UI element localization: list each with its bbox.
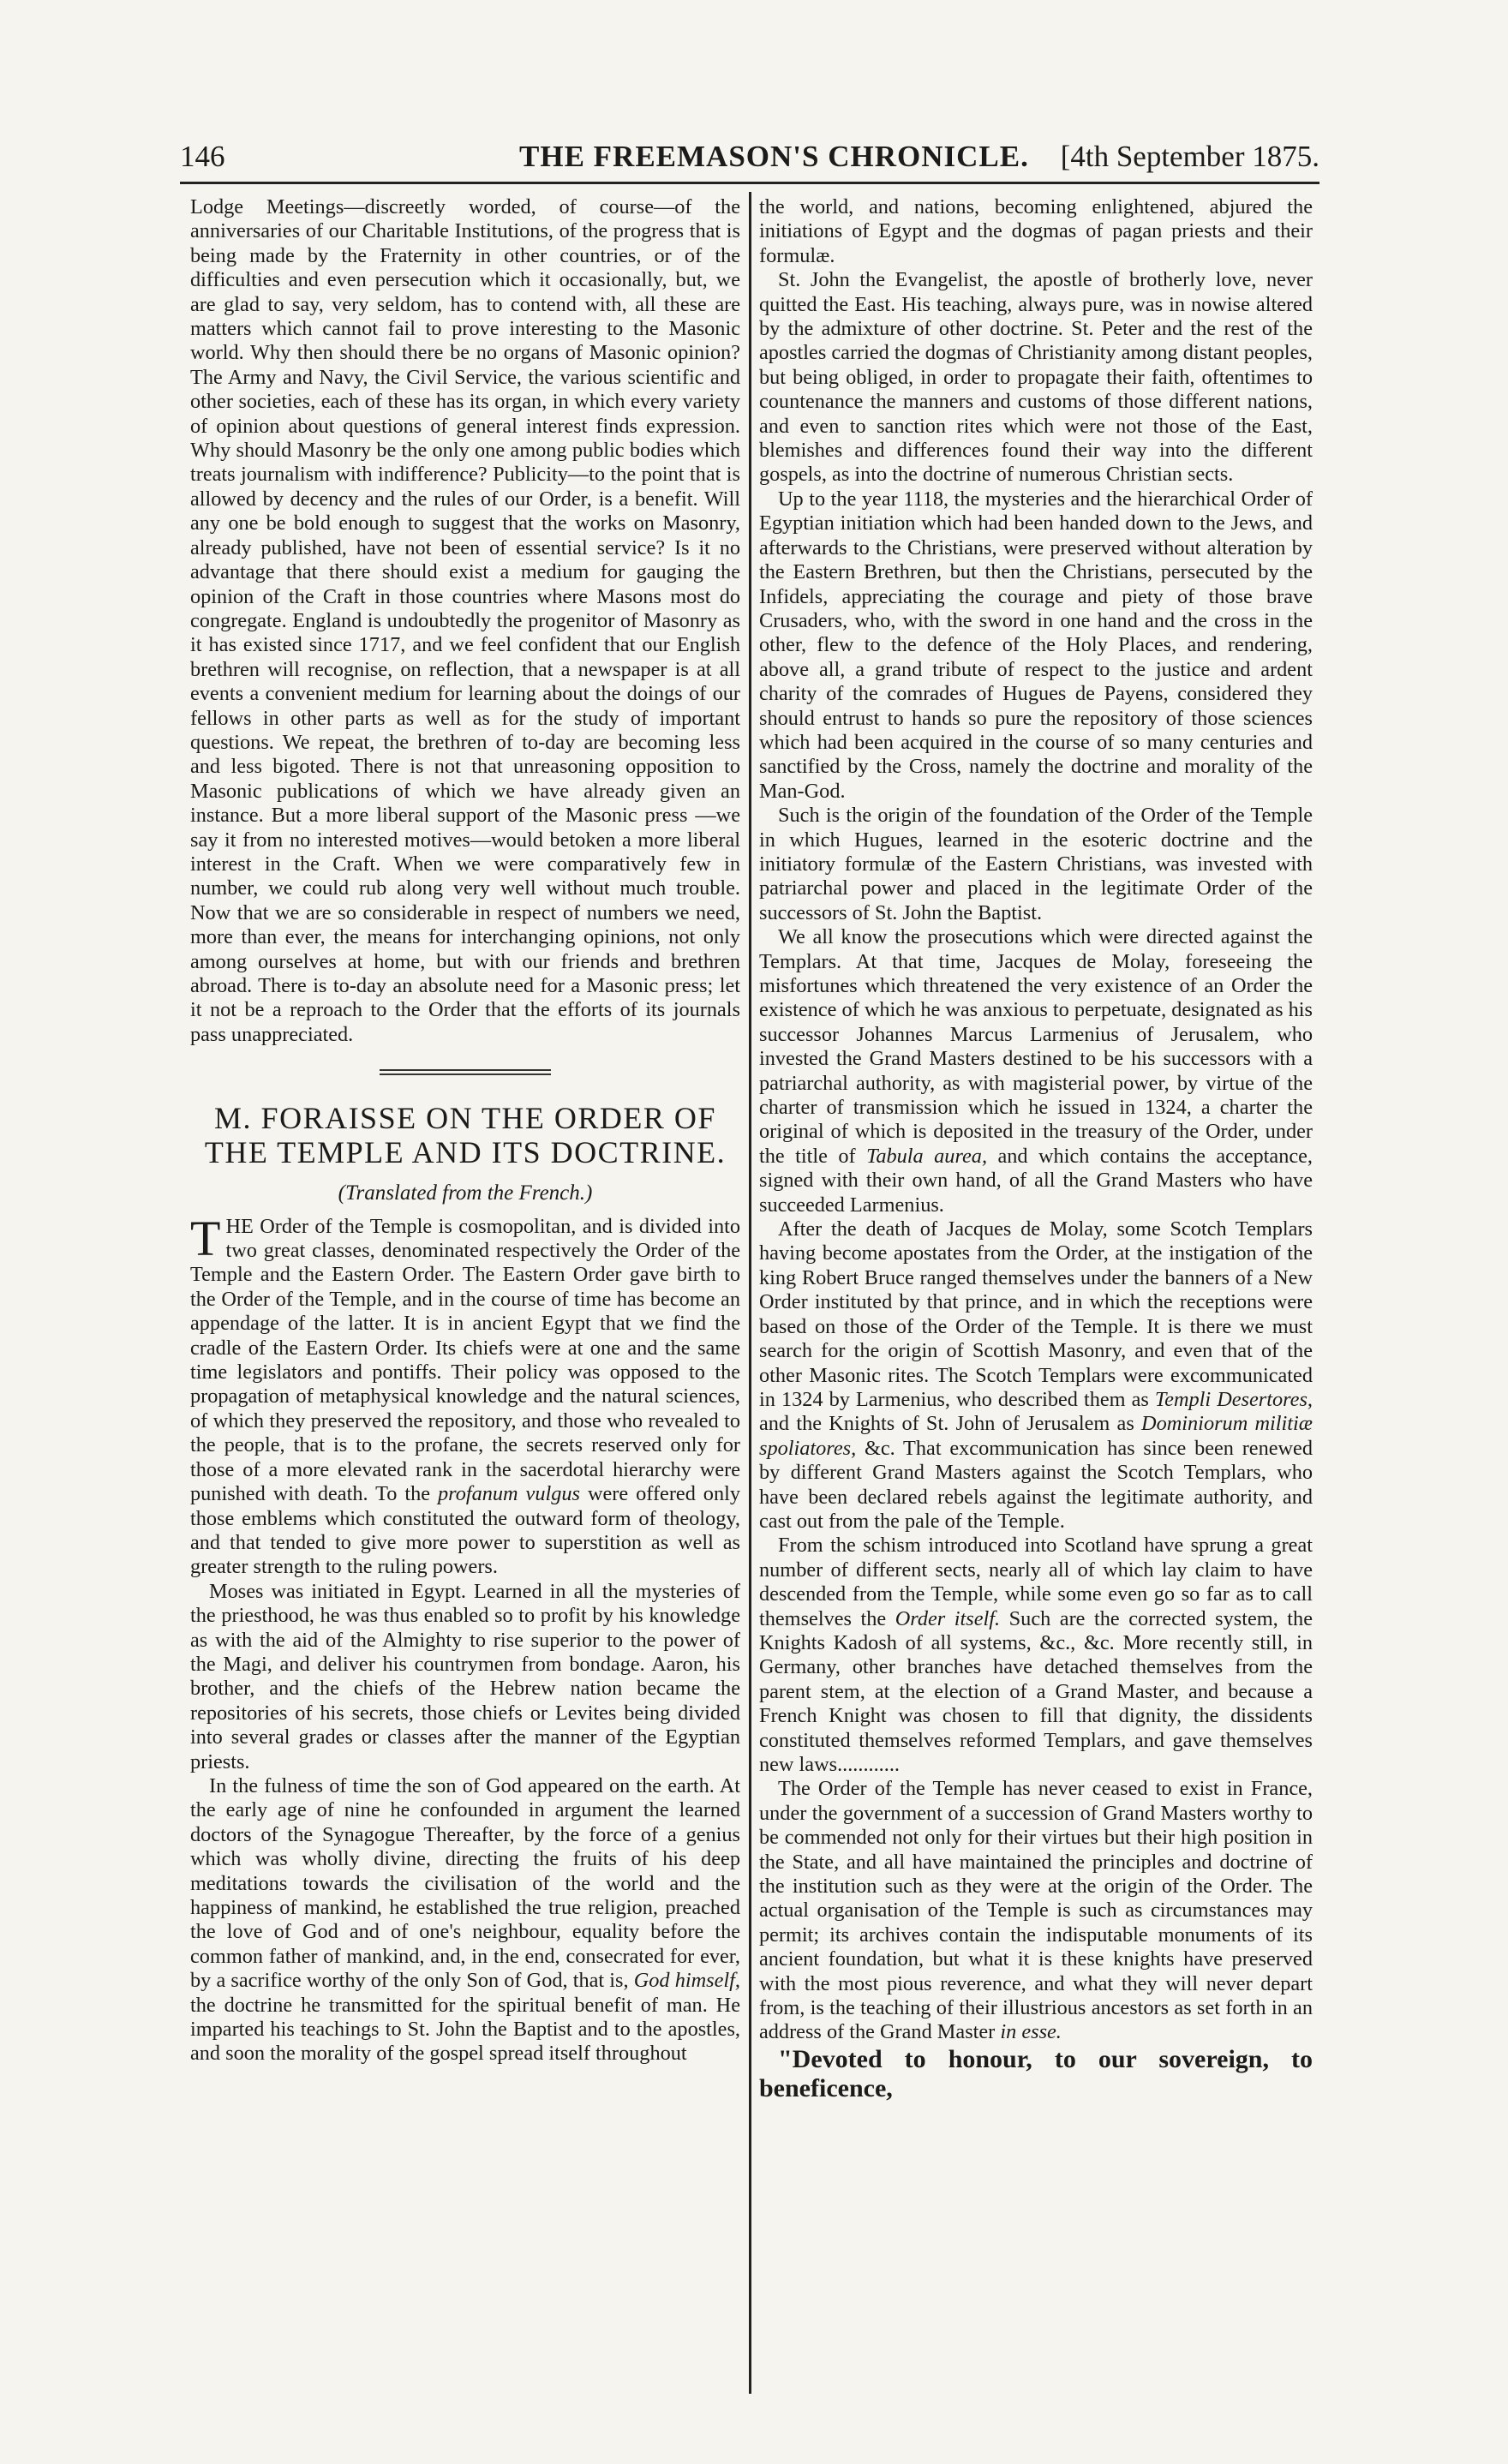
continued-paragraph: Lodge Meetings—discreetly worded, of course—of the anniversaries of our Charitable Institutions, of the progress that is being made by the Fraternity in other countries, or of the difficulties and even persecution which it occasionally, but, we are glad to say, very seldom, has to contend with, all these are matters which cannot fail to prove interesting to the Masonic world. Why then should there be no organs of Masonic opinion? The Army and Navy, the Civil Service, the various scientific and other societies, each of these has its organ, in which every variety of opinion about questions of general interest finds expression. Why should Masonry be the only one among public bodies which treats journalism with indifference? Publicity—to the point that is allowed by decency and the rules of our Order, is a benefit. Will any one be bold enough to suggest that the works on Masonry, already published, have not been of essential service? Is it no advantage that there should exist a medium for gauging the opinion of the Craft in those countries where Masons most do congregate. England is undoubtedly the progenitor of Masonry as it has existed since 1717, and we feel confident that our English brethren will recognise, on reflection, that a newspaper is at all events a convenient medium for learning about the doings of our fellows in other parts as well as for the study of important questions. We repeat, the brethren of to-day are becoming less and less bigoted. There is not that unreasoning opposition to Masonic publications of which we have already given an instance. But a more liberal support of the Masonic press —we say it from no interested motives—would betoken a more liberal interest in the Craft. When we were comparatively few in number, we could rub along very well without much trouble. Now that we are so considerable in respect of numbers we need, more than ever, the means for interchanging opinions, not only among ourselves at home, but with our friends and brethren abroad. There is to-day an absolute need for a Masonic press; let it not be a reproach to the Order that the efforts of its journals pass unappreciated. — [190, 195, 740, 1046]
article-paragraph: the world, and nations, becoming enlightened, abjured the initiations of Egypt and the dogmas of pagan priests and their formulæ. — [759, 195, 1313, 267]
issue-date: [4th September 1875. — [1060, 140, 1320, 173]
left-column — [190, 195, 740, 2066]
article-paragraph: After the death of Jacques de Molay, some Scotch Templars having become apostates from the Order, at the instigation of the king Robert Bruce ranged themselves under the banners of a New Order instituted by that prince, and in which the receptions were based on those of the Order of the Temple. It is there we must search for the origin of Scottish Masonry, and even that of the other Masonic rites. The Scotch Templars were excommunicated in 1324 by Larmenius, who described them as Templi Desertores, and the Knights of St. John of Jerusalem as Dominiorum militiæ spoliatores, &c. That excommunication has since been renewed by different Grand Masters against the Scotch Templars, who have been declared rebels against the legitimate authority, and cast out from the pale of the Temple. — [759, 1217, 1313, 1533]
column-rule — [749, 192, 751, 2394]
quoted-address-opening: "Devoted to honour, to our sovereign, to beneficence, — [759, 2044, 1313, 2102]
header-rule — [180, 182, 1320, 184]
article-paragraph: In the fulness of time the son of God appeared on the earth. At the early age of nine he confounded in argument the learned doctors of the Synagogue Thereafter, by the force of a genius which was wholly divine, directing the fruits of his deep meditations towards the civilisation of the world and the happiness of mankind, he established the true religion, preached the love of God and of one's neighbour, equality before the common father of mankind, and, in the end, consecrated for ever, by a sacrifice worthy of the only Son of God, that is, God himself, the doctrine he transmitted for the spiritual benefit of man. He imparted his teachings to St. John the Baptist and to the apostles, and soon the morality of the gospel spread itself throughout — [190, 1773, 740, 2066]
publication-title: THE FREEMASON'S CHRONICLE. — [519, 140, 1029, 173]
article-subtitle: (Translated from the French.) — [338, 1181, 593, 1205]
page-header — [180, 135, 1320, 178]
article-paragraph: Such is the origin of the foundation of the Order of the Temple in which Hugues, learned in the esoteric doctrine and the initiatory formulæ of the Eastern Christians, was invested with patriarchal power and placed in the legitimate Order of the successors of St. John the Baptist. — [759, 804, 1313, 924]
section-separator — [380, 1069, 551, 1075]
article-paragraph: St. John the Evangelist, the apostle of brotherly love, never quitted the East. His teaching, always pure, was in nowise altered by the admixture of other doctrine. St. Peter and the rest of the apostles carried the dogmas of Christianity among distant peoples, but being obliged, in order to propagate their faith, oftentimes to countenance the manners and customs of those different nations, and even to sanction rites which were not those of the East, blemishes and differences found their way into the different gospels, as into the doctrine of numerous Christian sects. — [759, 268, 1313, 487]
article-paragraph: Up to the year 1118, the mysteries and the hierarchical Order of Egyptian initiation which had been handed down to the Jews, and afterwards to the Christians, were preserved without alteration by the Eastern Brethren, but then the Christians, persecuted by the Infidels, appreciating the courage and piety of those brave Crusaders, who, with the sword in one hand and the cross in the other, flew to the defence of the Holy Places, and rendering, above all, a grand tribute of respect to the justice and ardent charity of the comrades of Hugues de Payens, considered they should entrust to hands so pure the repository of those sciences which had been acquired in the course of so many centuries and sanctified by the Cross, namely the doctrine and morality of the Man-God. — [759, 487, 1313, 803]
article-paragraph: We all know the prosecutions which were directed against the Templars. At that time, Jacques de Molay, foreseeing the misfortunes which threatened the very existence of an Order the existence of which he was anxious to perpetuate, designated as his successor Johannes Marcus Larmenius of Jerusalem, who invested the Grand Masters destined to be his successors with a patriarchal authority, as with magisterial power, by virtue of the charter of transmission which he issued in 1324, a charter the original of which is deposited in the treasury of the Order, under the title of Tabula aurea, and which contains the acceptance, signed with their own hand, of all the Grand Masters who have succeeded Larmenius. — [759, 925, 1314, 1217]
right-column — [759, 195, 1313, 2103]
article-paragraph: From the schism introduced into Scotland have sprung a great number of different sects, nearly all of which lay claim to have descended from the Temple, while some even go so far as to call themselves the Order itself. Such are the corrected system, the Knights Kadosh of all systems, &c., &c. More recently still, in Germany, other branches have detached themselves from the parent stem, at the election of a Grand Master, and because a French Knight was chosen to fill that dignity, the dissidents constituted themselves reformed Templars, and gave themselves new laws............ — [759, 1534, 1313, 1776]
article-paragraph: Moses was initiated in Egypt. Learned in all the mysteries of the priesthood, he was thus enabled so to profit by his knowledge as with the aid of the Almighty to rise superior to the power of the Magi, and deliver his countrymen from bondage. Aaron, his brother, and the chiefs of the Hebrew nation became the repositories of his secrets, those chiefs or Levites being divided into several grades or classes after the manner of the Egyptian priests. — [190, 1579, 740, 1773]
article-paragraph: THE Order of the Temple is cosmopolitan, and is divided into two great classes, denominated respectively the Order of the Temple and the Eastern Order. The Eastern Order gave birth to the Order of the Temple, and in the course of time has become an appendage of the latter. It is in ancient Egypt that we find the cradle of the Eastern Order. Its chiefs were at one and the same time legislators and pontiffs. Their policy was opposed to the propagation of metaphysical knowledge and the natural sciences, of which they preserved the repository, and those who revealed to the people, that is to the profane, the secrets reserved only for those of a more elevated rank in the sacerdotal hierarchy were punished with death. To the profanum vulgus were offered only those emblems which constituted the outward form of theology, and that tended to give more power to superstition as well as greater strength to the ruling powers. — [190, 1210, 741, 1579]
drop-cap: T — [190, 1210, 221, 1266]
article-title: M. FORAISSE ON THE ORDER OF THE TEMPLE AND ITS DOCTRINE. — [204, 1101, 727, 1170]
article-paragraph: The Order of the Temple has never ceased to exist in France, under the government of a succession of Grand Masters worthy to be commended not only for their virtues but their high position in the State, and all have maintained the principles and doctrine of the institution such as they were at the origin of the Order. The actual organisation of the Temple is such as circumstances may permit; its archives contain the indisputable monuments of its ancient foundation, but what it is these knights have preserved with the most pious reverence, and what they will never depart from, is the teaching of their illustrious ancestors as set forth in an address of the Grand Master in esse. — [759, 1777, 1313, 2044]
page-number: 146 — [180, 140, 225, 173]
